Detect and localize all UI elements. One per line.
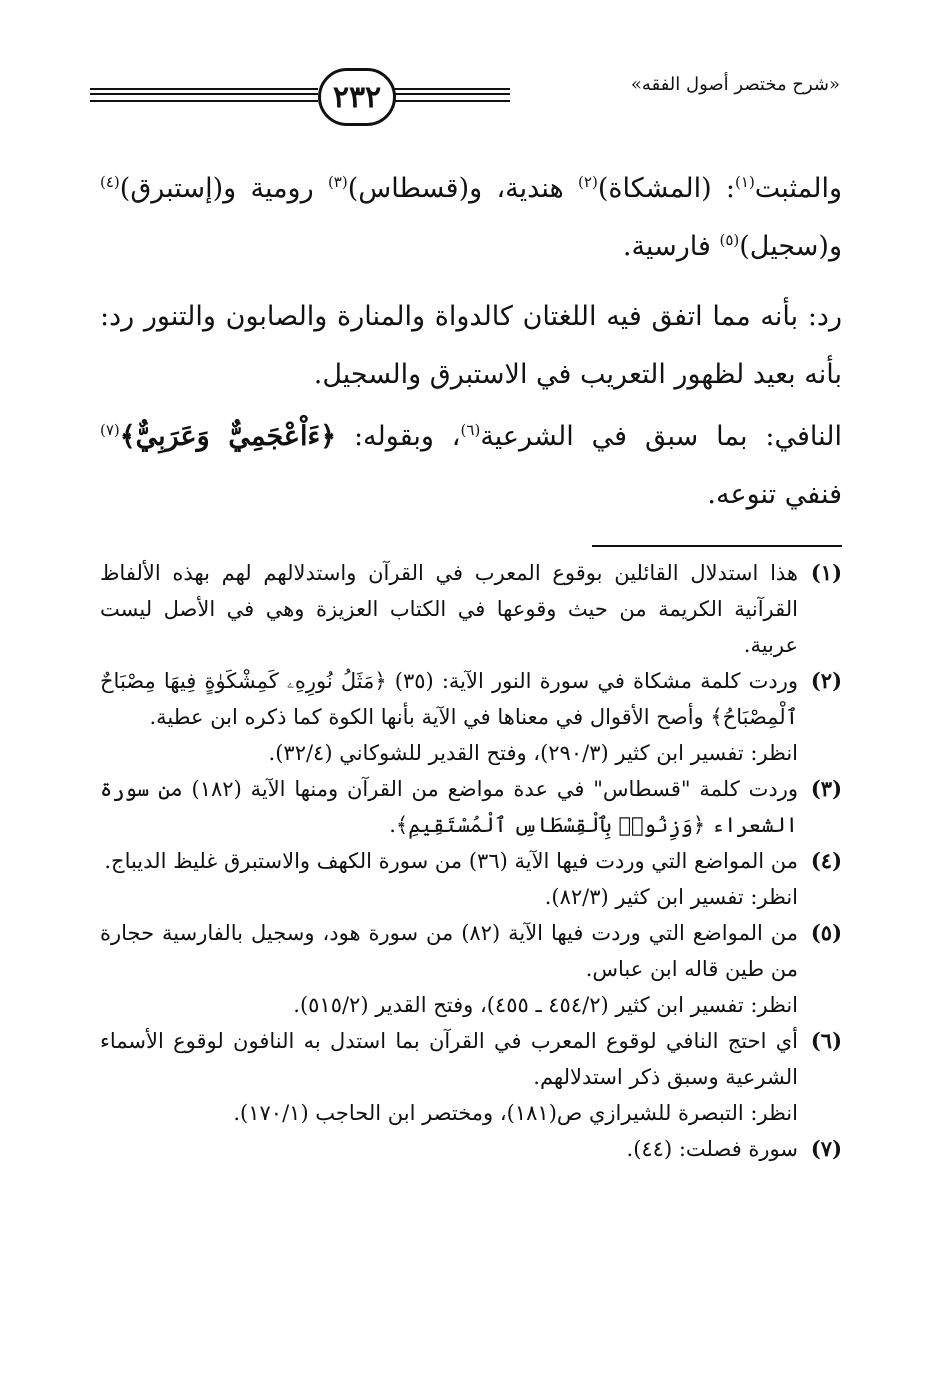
footnote-text: من المواضع التي وردت فيها الآية (٣٦) من سورة الكهف والاستبرق غليظ الديباج. [104, 849, 798, 873]
main-text [100, 160, 842, 276]
page-number: ٢٣٢ [318, 68, 396, 126]
paragraph-text: و(سجيل) [739, 231, 842, 262]
footnote-separator [592, 545, 842, 547]
footnote-body [100, 1131, 798, 1167]
footnote-number: (٦) [810, 1028, 842, 1053]
footnote-body [100, 771, 798, 843]
footnote-text: هذا استدلال القائلين بوقوع المعرب في القرآن واستدلالهم لهم بهذه الألفاظ القرآنية الكريمة من حيث وقوعها في الكتاب العزيزة وهي في الأصل ليست عربية. [100, 561, 798, 657]
footnote-reference: انظر: التبصرة للشيرازي ص(١٨١)، ومختصر ابن الحاجب (١٧٠/١). [233, 1101, 798, 1125]
footnote-reference: انظر: تفسير ابن كثير (٨٢/٣). [544, 885, 798, 909]
footnote-ref: (٥) [719, 231, 740, 249]
header-rule [390, 100, 510, 102]
page-header [90, 60, 840, 140]
footnote-number: (٧) [810, 1136, 842, 1161]
header-rule [90, 88, 318, 90]
header-rule [390, 93, 510, 95]
header-rule [390, 88, 510, 90]
paragraph-text: والمثبت [754, 173, 842, 204]
footnote [100, 771, 842, 843]
quran-quote: ﴿ءَاْعْجَمِيٌّ وَعَرَبِيٌّ﴾ [119, 421, 337, 452]
footnote-text: سورة فصلت: (٤٤). [626, 1137, 798, 1161]
footnote [100, 1131, 842, 1167]
header-rule [90, 100, 318, 102]
footnote-ref: (٦) [460, 421, 481, 439]
paragraph-reply: رد: بأنه مما اتفق فيه اللغتان كالدواة والمنارة والصابون والتنور رد: بأنه بعيد لظهور التعريب في الاستبرق والسجيل. [100, 301, 842, 390]
footnote [100, 555, 842, 663]
paragraph-text: : (المشكاة) [597, 173, 736, 204]
footnote-ref: (٢) [578, 173, 598, 191]
header-rule [90, 93, 318, 95]
paragraph-text: ، وبقوله: [336, 421, 461, 452]
footnote-text: من المواضع التي وردت فيها الآية (٨٢) من سورة هود، وسجيل بالفارسية حجارة من طين قاله ابن عباس. [100, 921, 798, 981]
footnote-number: (١) [810, 560, 842, 585]
running-title: «شرح مختصر أصول الفقه» [630, 74, 840, 95]
footnotes [100, 555, 842, 1167]
footnote-number: (٢) [810, 668, 842, 693]
footnote-ref: (٧) [100, 421, 120, 439]
footnote-text: وردت كلمة مشكاة في سورة النور الآية: (٣٥) ﴿مَثَلُ نُورِهِۦ كَمِشْكَوٰةٍ فِيهَا مِصْبَاحٌ ٱلْمِصْبَاحُ﴾ وأصح الأقوال في معناها في الآية بأنها الكوة كما ذكره ابن عطية. [100, 669, 798, 729]
paragraph-text: النافي: بما سبق في الشرعية [480, 421, 842, 452]
footnote-ref: (٤) [100, 173, 120, 191]
footnote-body [100, 555, 798, 663]
main-text [100, 288, 842, 404]
footnote-reference: انظر: تفسير ابن كثير (٤٥٤/٢ ـ ٤٥٥)، وفتح القدير (٥١٥/٢). [293, 993, 798, 1017]
footnote [100, 915, 842, 1023]
footnote-body [100, 1023, 798, 1131]
footnote-reference: انظر: تفسير ابن كثير (٢٩٠/٣)، وفتح القدير للشوكاني (٣٢/٤). [268, 741, 798, 765]
footnote-number: (٤) [810, 848, 842, 873]
footnote-text: وردت كلمة "قسطاس" في عدة مواضع من القرآن ومنها الآية (١٨٢) من سورة الشعراء ﴿وَزِنُوا۟ بِٱلْقِسْطَاسِ ٱلْمُسْتَقِيمِ﴾. [100, 777, 798, 837]
footnote-text: أي احتج النافي لوقوع المعرب في القرآن بما استدل به النافون لوقوع الأسماء الشرعية وسبق ذكر استدلالهم. [100, 1029, 798, 1089]
footnote-number: (٥) [810, 920, 842, 945]
footnote [100, 843, 842, 915]
footnote-number: (٣) [810, 776, 842, 801]
footnote-body [100, 663, 798, 771]
footnote-ref: (١) [735, 173, 755, 191]
footnote [100, 663, 842, 771]
paragraph-text: رومية و(إستبرق) [119, 173, 328, 204]
footnote-body [100, 915, 798, 1023]
paragraph-text: فارسية. [622, 231, 720, 262]
footnote-body [100, 843, 798, 915]
paragraph-text: هندية، و(قسطاس) [347, 173, 579, 204]
main-text [100, 408, 842, 524]
paragraph-proponent [100, 160, 842, 276]
paragraph-negator [100, 408, 842, 524]
paragraph-text: فنفي تنوعه. [707, 479, 842, 510]
footnote-ref: (٣) [327, 173, 348, 191]
footnote [100, 1023, 842, 1131]
